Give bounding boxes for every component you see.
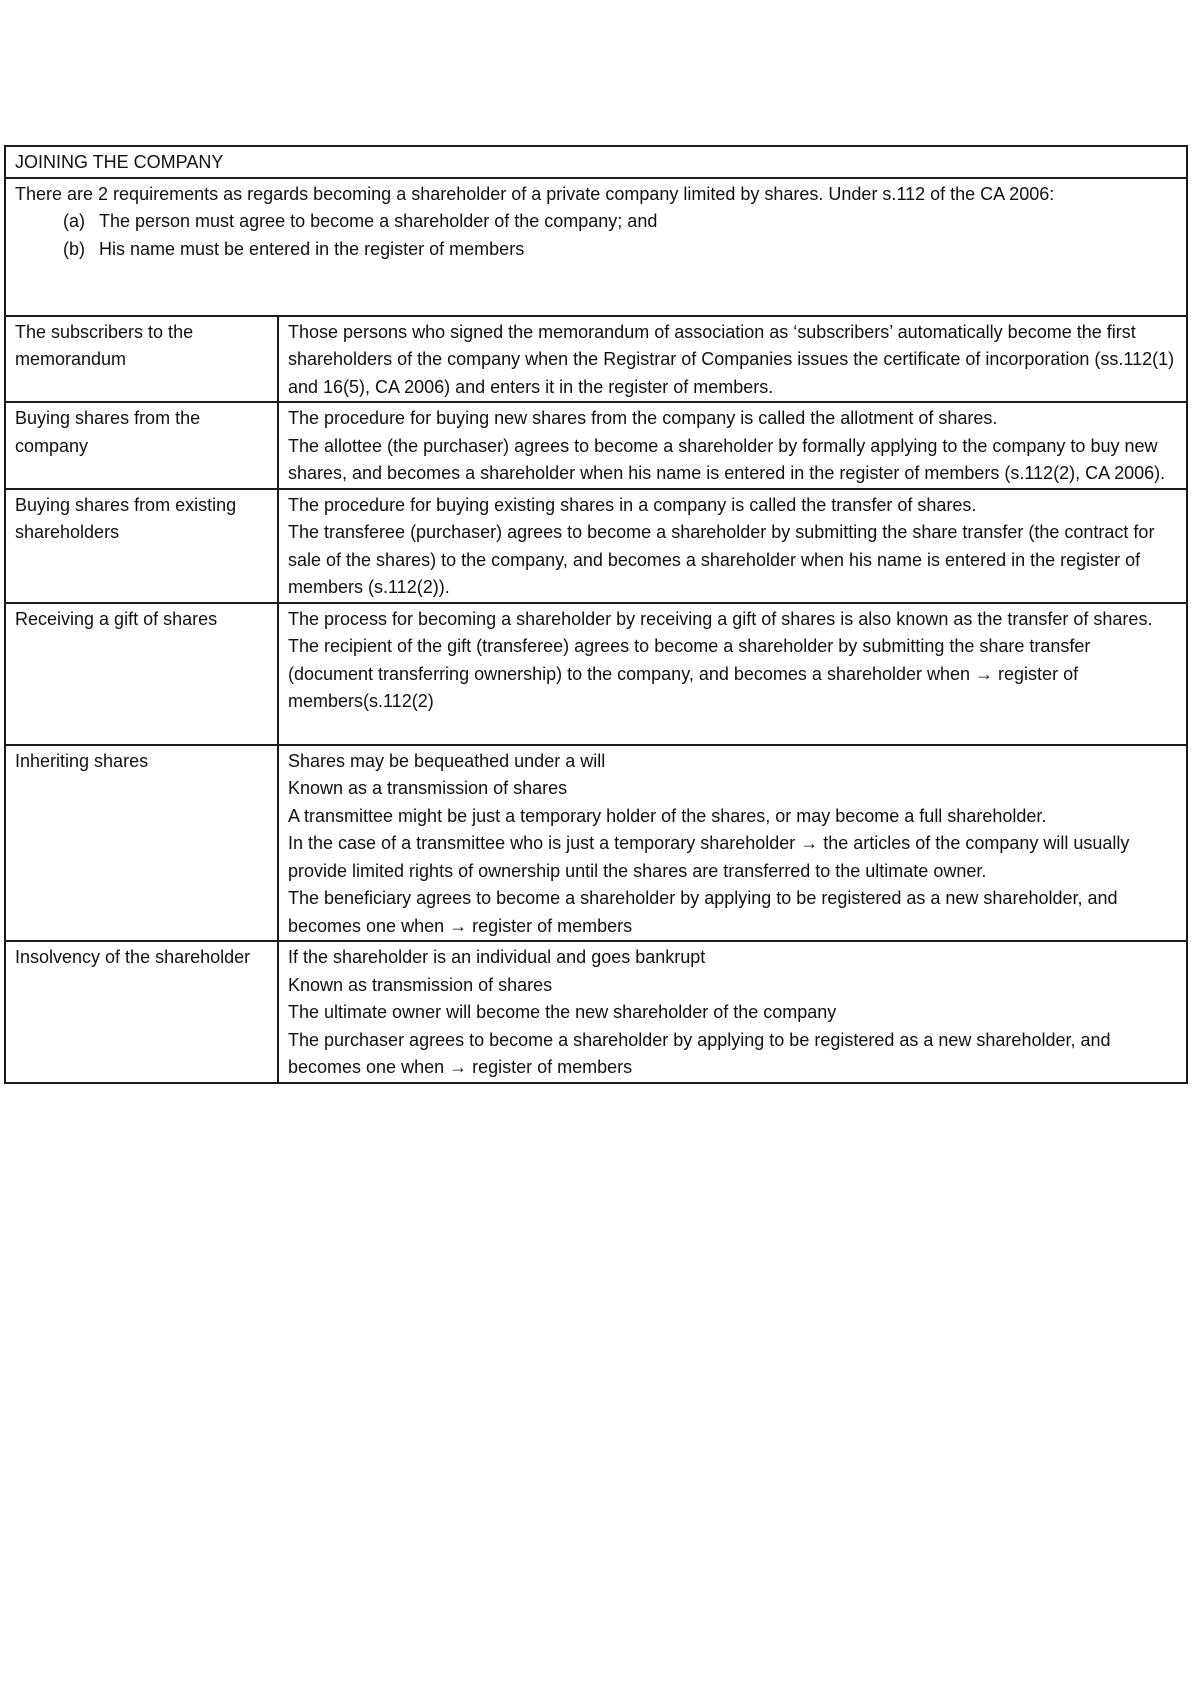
content-line: Known as a transmission of shares: [288, 778, 568, 798]
row-label: Insolvency of the shareholder: [5, 941, 278, 1083]
table-row: [5, 489, 1187, 603]
list-item-text: The person must agree to become a shareholder of the company; and: [99, 211, 658, 231]
table-row: [5, 745, 1187, 942]
content-line: The process for becoming a shareholder by receiving a gift of shares is also known as the transfer of shares.: [288, 608, 1153, 629]
content-line: The procedure for buying existing shares in a company is called the transfer of shares.: [288, 494, 977, 515]
list-item: [63, 236, 1177, 264]
list-item: [63, 208, 1177, 236]
row-content: [278, 316, 1187, 403]
table-row: [5, 316, 1187, 403]
row-label: Receiving a gift of shares: [5, 603, 278, 745]
requirements-list: [15, 208, 1177, 263]
joining-company-table: [4, 145, 1188, 1084]
row-content: [278, 603, 1187, 745]
content-line: The procedure for buying new shares from the company is called the allotment of shares.: [288, 408, 998, 428]
content-line: If the shareholder is an individual and goes bankrupt: [288, 947, 706, 967]
row-content: [278, 402, 1187, 489]
intro-row: [5, 178, 1187, 316]
heading-row: [5, 146, 1187, 178]
content-line: Known as transmission of shares: [288, 974, 553, 995]
list-item-text: His name must be entered in the register of members: [99, 238, 525, 259]
content-line: The recipient of the gift (transferee) agrees to become a shareholder by submitting the share transfer (document transferring ownership) to the company, and becomes a shareholder when → register of members(s.112(2): [288, 636, 1091, 711]
content-line: In the case of a transmittee who is just a temporary shareholder → the articles of the company will usually provide limited rights of ownership until the shares are transferred to the ultimate owner.: [288, 833, 1130, 881]
row-label: Buying shares from existing shareholders: [5, 489, 278, 603]
content-line: A transmittee might be just a temporary holder of the shares, or may become a full shareholder.: [288, 805, 1047, 826]
intro-text: There are 2 requirements as regards becoming a shareholder of a private company limited by shares. Under s.112 of the CA 2006:: [15, 183, 1055, 204]
list-marker: (b): [63, 238, 85, 259]
row-label: Inheriting shares: [5, 745, 278, 942]
content-line: The transferee (purchaser) agrees to become a shareholder by submitting the share transfer (the contract for sale of the shares) to the company, and becomes a shareholder when his name is entered in the register of members (s.112(2)).: [288, 522, 1155, 597]
table-row: [5, 402, 1187, 489]
row-label: The subscribers to the memorandum: [5, 316, 278, 403]
table-heading: JOINING THE COMPANY: [5, 146, 1187, 178]
table-row: [5, 603, 1187, 745]
row-content: [278, 489, 1187, 603]
content-line: Shares may be bequeathed under a will: [288, 750, 606, 771]
content-line: The ultimate owner will become the new shareholder of the company: [288, 1002, 837, 1022]
content-line: The beneficiary agrees to become a shareholder by applying to be registered as a new shareholder, and becomes one when → register of members: [288, 888, 1118, 936]
intro-cell: [5, 178, 1187, 316]
content-line: The allottee (the purchaser) agrees to become a shareholder by formally applying to the company to buy new shares, and becomes a shareholder when his name is entered in the register of members (s.112(2), CA 2006).: [288, 435, 1166, 483]
content-line: The purchaser agrees to become a shareholder by applying to be registered as a new shareholder, and becomes one when → register of members: [288, 1029, 1111, 1077]
table-row: [5, 941, 1187, 1083]
row-label: Buying shares from the company: [5, 402, 278, 489]
list-marker: (a): [63, 211, 85, 231]
content-line: Those persons who signed the memorandum of association as ‘subscribers’ automatically become the first shareholders of the company when the Registrar of Companies issues the certificate of incorporation (ss.112(1) and 16(5), CA 2006) and enters it in the register of members.: [288, 321, 1175, 397]
row-content: [278, 941, 1187, 1083]
row-content: [278, 745, 1187, 942]
